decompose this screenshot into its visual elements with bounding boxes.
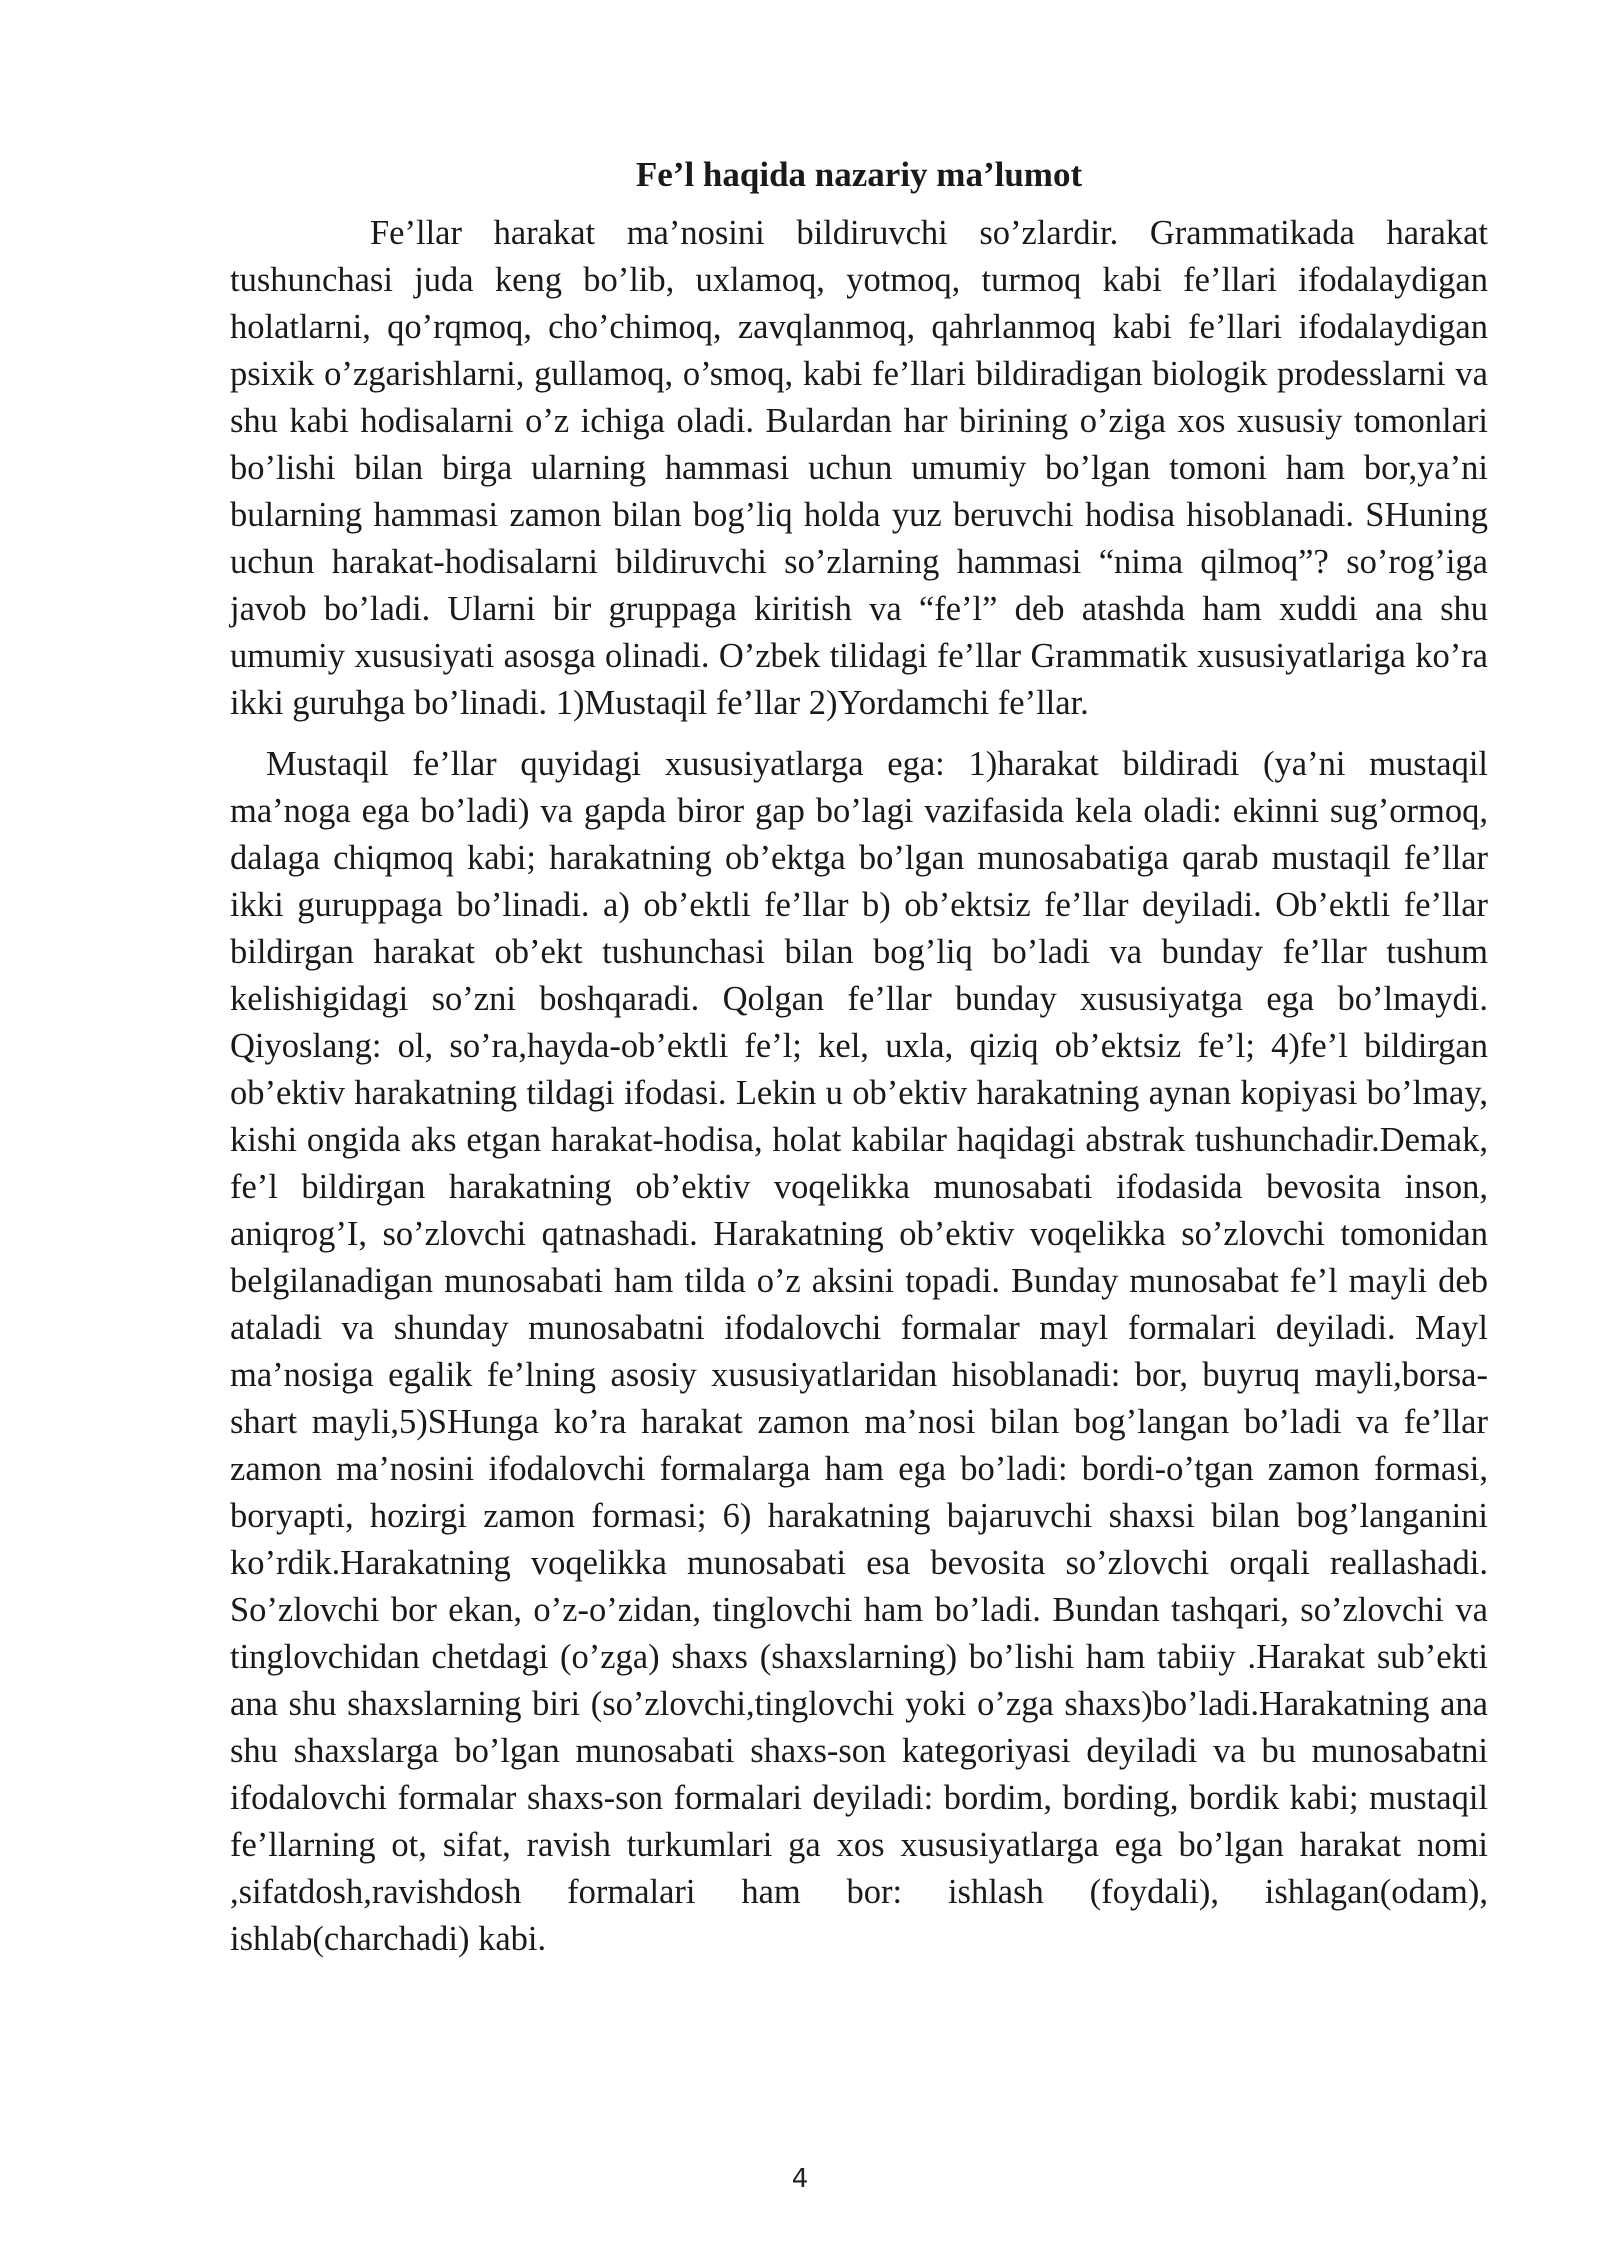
- paragraph-intro: Fe’llar harakat ma’nosini bildiruvchi so’zlardir. Grammatikada harakat tushunchasi juda keng bo’lib, uxlamoq, yotmoq, turmoq kabi fe’llari ifodalaydigan holatlarni, qo’rqmoq, cho’chimoq, zavqlanmoq, qahrlanmoq kabi fe’llari ifodalaydigan psixik o’zgarishlarni, gullamoq, o’smoq, kabi fe’llari bildiradigan biologik prodesslarni va shu kabi hodisalarni o’z ichiga oladi. Bulardan har birining o’ziga xos xususiy tomonlari bo’lishi bilan birga ularning hammasi uchun umumiy bo’lgan tomoni ham bor,ya’ni bularning hammasi zamon bilan bog’liq holda yuz beruvchi hodisa hisoblanadi. SHuning uchun harakat-hodisalarni bildiruvchi so’zlarning hammasi “nima qilmoq”? so’rog’iga javob bo’ladi. Ularni bir gruppaga kiritish va “fe’l” deb atashda ham xuddi ana shu umumiy xususiyati asosga olinadi. O’zbek tilidagi fe’llar Grammatik xususiyatlariga ko’ra ikki guruhga bo’linadi. 1)Mustaqil fe’llar 2)Yordamchi fe’llar.: [230, 214, 1488, 722]
- paragraph-independent-verbs: Mustaqil fe’llar quyidagi xususiyatlarga ega: 1)harakat bildiradi (ya’ni mustaqil ma’noga ega bo’ladi) va gapda biror gap bo’lagi vazifasida kela oladi: ekinni sug’ormoq, dalaga chiqmoq kabi; harakatning ob’ektga bo’lgan munosabatiga qarab mustaqil fe’llar ikki guruppaga bo’linadi. a) ob’ektli fe’llar b) ob’ektsiz fe’llar deyiladi. Ob’ektli fe’llar bildirgan harakat ob’ekt tushunchasi bilan bog’liq bo’ladi va bunday fe’llar tushum kelishigidagi so’zni boshqaradi. Qolgan fe’llar bunday xususiyatga ega bo’lmaydi. Qiyoslang: ol, so’ra,hayda-ob’ektli fe’l; kel, uxla, qiziq ob’ektsiz fe’l; 4)fe’l bildirgan ob’ektiv harakatning tildagi ifodasi. Lekin u ob’ektiv harakatning aynan kopiyasi bo’lmay, kishi ongida aks etgan harakat-hodisa, holat kabilar haqidagi abstrak tushunchadir.Demak, fe’l bildirgan harakatning ob’ektiv voqelikka munosabati ifodasida bevosita inson, aniqrog’I, so’zlovchi qatnashadi. Harakatning ob’ektiv voqelikka so’zlovchi tomonidan belgilanadigan munosabati ham tilda o’z aksini topadi. Bunday munosabat fe’l mayli deb ataladi va shunday munosabatni ifodalovchi formalar mayl formalari deyiladi. Mayl ma’nosiga egalik fe’lning asosiy xususiyatlaridan hisoblanadi: bor, buyruq mayli,borsa-shart mayli,5)SHunga ko’ra harakat zamon ma’nosi bilan bog’langan bo’ladi va fe’llar zamon ma’nosini ifodalovchi formalarga ham ega bo’ladi: bordi-o’tgan zamon formasi, boryapti, hozirgi zamon formasi; 6) harakatning bajaruvchi shaxsi bilan bog’langanini ko’rdik.Harakatning voqelikka munosabati esa bevosita so’zlovchi orqali reallashadi. So’zlovchi bor ekan, o’z-o’zidan, tinglovchi ham bo’ladi. Bundan tashqari, so’zlovchi va tinglovchidan chetdagi (o’zga) shaxs (shaxslarning) bo’lishi ham tabiiy .Harakat sub’ekti ana shu shaxslarning biri (so’zlovchi,tinglovchi yoki o’zga shaxs)bo’ladi.Harakatning ana shu shaxslarga bo’lgan munosabati shaxs-son kategoriyasi deyiladi va bu munosabatni ifodalovchi formalar shaxs-son formalari deyiladi: bordim, bording, bordik kabi; mustaqil fe’llarning ot, sifat, ravish turkumlari ga xos xususiyatlarga ega bo’lgan harakat nomi ,sifatdosh,ravishdosh formalari ham bor: ishlash (foydali), ishlagan(odam), ishlab(charchadi) kabi.: [230, 745, 1488, 1958]
- page-title: Fe’l haqida nazariy ma’lumot: [635, 155, 1083, 194]
- page-number: 4: [791, 2164, 809, 2194]
- page-content: [230, 150, 1488, 1963]
